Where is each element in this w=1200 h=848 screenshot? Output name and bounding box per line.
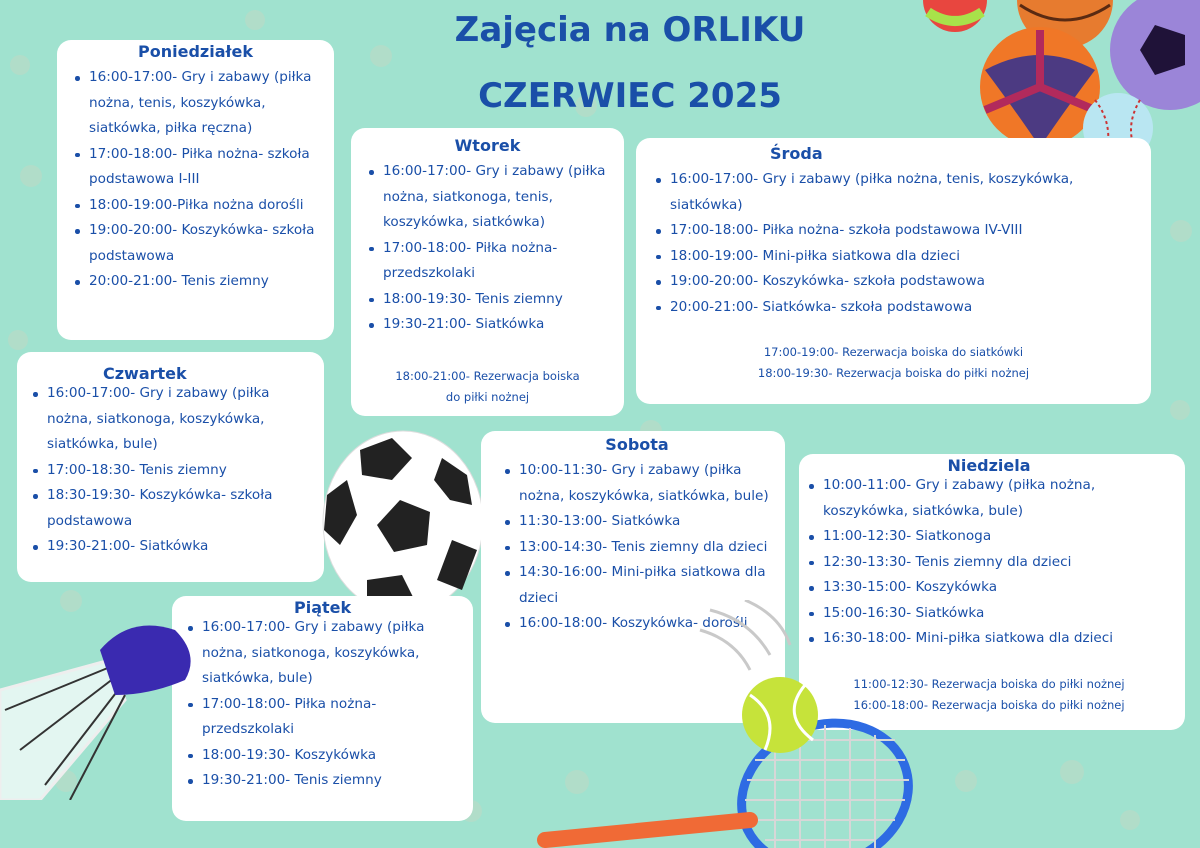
schedule-item: 19:30-21:00- Siatkówka xyxy=(383,312,612,338)
page-subtitle: CZERWIEC 2025 xyxy=(478,76,782,116)
schedule-item: 17:00-18:00- Piłka nożna- szkoła podstawowa IV-VIII xyxy=(670,218,1137,244)
background-dot xyxy=(955,770,977,792)
day-card-friday xyxy=(172,596,473,821)
schedule-item: 20:00-21:00- Siatkówka- szkoła podstawowa xyxy=(670,295,1137,321)
schedule-list-tuesday xyxy=(363,159,612,338)
day-card-tuesday xyxy=(351,128,624,416)
background-dot xyxy=(1170,220,1192,242)
schedule-item: 20:00-21:00- Tenis ziemny xyxy=(89,269,322,295)
shuttlecock-icon xyxy=(0,620,200,800)
background-dot xyxy=(10,55,30,75)
schedule-item: 19:00-20:00- Koszykówka- szkoła podstawowa xyxy=(89,218,322,269)
schedule-item: 16:30-18:00- Mini-piłka siatkowa dla dzieci xyxy=(823,626,1175,652)
schedule-list-monday xyxy=(69,65,322,295)
schedule-item: 17:00-18:30- Tenis ziemny xyxy=(47,458,314,484)
schedule-item: 16:00-18:00- Koszykówka- dorośli xyxy=(519,611,775,637)
background-dot xyxy=(20,165,42,187)
day-name-friday: Piątek xyxy=(294,598,352,617)
schedule-item: 18:00-19:00- Mini-piłka siatkowa dla dzieci xyxy=(670,244,1137,270)
soccer-ball-icon xyxy=(322,430,484,614)
background-dot xyxy=(245,10,265,30)
reservation-note: 18:00-19:30- Rezerwacja boiska do piłki nożnej xyxy=(757,366,1030,380)
day-card-wednesday xyxy=(636,138,1151,404)
schedule-item: 16:00-17:00- Gry i zabawy (piłka nożna, siatkonoga, koszykówka, siatkówka, bule) xyxy=(202,615,465,692)
day-card-thursday xyxy=(17,352,324,582)
reservation-note: do piłki nożnej xyxy=(445,389,530,404)
background-dot xyxy=(8,330,28,350)
schedule-item: 11:00-12:30- Siatkonoga xyxy=(823,524,1175,550)
schedule-item: 18:00-19:30- Tenis ziemny xyxy=(383,287,612,313)
schedule-item: 11:30-13:00- Siatkówka xyxy=(519,509,775,535)
schedule-item: 18:00-19:00-Piłka nożna dorośli xyxy=(89,193,322,219)
schedule-item: 19:30-21:00- Siatkówka xyxy=(47,534,314,560)
schedule-item: 19:00-20:00- Koszykówka- szkoła podstawowa xyxy=(670,269,1137,295)
schedule-list-friday xyxy=(182,615,465,794)
schedule-item: 16:00-17:00- Gry i zabawy (piłka nożna, tenis, koszykówka, siatkówka, piłka ręczna) xyxy=(89,65,322,142)
reservation-note: 11:00-12:30- Rezerwacja boiska do piłki nożnej xyxy=(853,676,1125,691)
day-name-saturday: Sobota xyxy=(605,435,669,454)
reservation-note: 16:00-18:00- Rezerwacja boiska do piłki nożnej xyxy=(853,697,1125,712)
background-dot xyxy=(1060,760,1084,784)
day-card-monday xyxy=(57,40,334,340)
schedule-item: 10:00-11:30- Gry i zabawy (piłka nożna, koszykówka, siatkówka, bule) xyxy=(519,458,775,509)
schedule-item: 18:00-19:30- Koszykówka xyxy=(202,743,465,769)
day-name-thursday: Czwartek xyxy=(103,364,187,383)
schedule-item: 15:00-16:30- Siatkówka xyxy=(823,601,1175,627)
schedule-item: 13:00-14:30- Tenis ziemny dla dzieci xyxy=(519,535,775,561)
schedule-item: 16:00-17:00- Gry i zabawy (piłka nożna, siatkonoga, tenis, koszykówka, siatkówka) xyxy=(383,159,612,236)
background-dot xyxy=(1120,810,1140,830)
schedule-item: 17:00-18:00- Piłka nożna- przedszkolaki xyxy=(383,236,612,287)
tennis-racket-icon xyxy=(535,600,935,848)
reservation-note: 17:00-19:00- Rezerwacja boiska do siatkówki xyxy=(763,345,1024,359)
schedule-item: 14:30-16:00- Mini-piłka siatkowa dla dzieci xyxy=(519,560,775,611)
background-dot xyxy=(1170,400,1190,420)
schedule-list-thursday xyxy=(27,381,314,560)
day-name-sunday: Niedziela xyxy=(947,456,1031,475)
schedule-item: 18:30-19:30- Koszykówka- szkoła podstawowa xyxy=(47,483,314,534)
schedule-item: 17:00-18:00- Piłka nożna- przedszkolaki xyxy=(202,692,465,743)
schedule-item: 16:00-17:00- Gry i zabawy (piłka nożna, siatkonoga, koszykówka, siatkówka, bule) xyxy=(47,381,314,458)
schedule-item: 10:00-11:00- Gry i zabawy (piłka nożna, koszykówka, siatkówka, bule) xyxy=(823,473,1175,524)
schedule-item: 16:00-17:00- Gry i zabawy (piłka nożna, tenis, koszykówka, siatkówka) xyxy=(670,167,1137,218)
day-name-tuesday: Wtorek xyxy=(454,136,521,155)
background-dot xyxy=(60,590,82,612)
schedule-item: 19:30-21:00- Tenis ziemny xyxy=(202,768,465,794)
day-name-wednesday: Środa xyxy=(770,144,823,163)
page-title: Zajęcia na ORLIKU xyxy=(454,10,806,50)
schedule-item: 12:30-13:30- Tenis ziemny dla dzieci xyxy=(823,550,1175,576)
schedule-item: 17:00-18:00- Piłka nożna- szkoła podstawowa I-III xyxy=(89,142,322,193)
reservation-note: 18:00-21:00- Rezerwacja boiska xyxy=(395,368,580,383)
schedule-list-wednesday xyxy=(650,167,1137,320)
day-name-monday: Poniedziałek xyxy=(138,42,253,61)
schedule-item: 13:30-15:00- Koszykówka xyxy=(823,575,1175,601)
